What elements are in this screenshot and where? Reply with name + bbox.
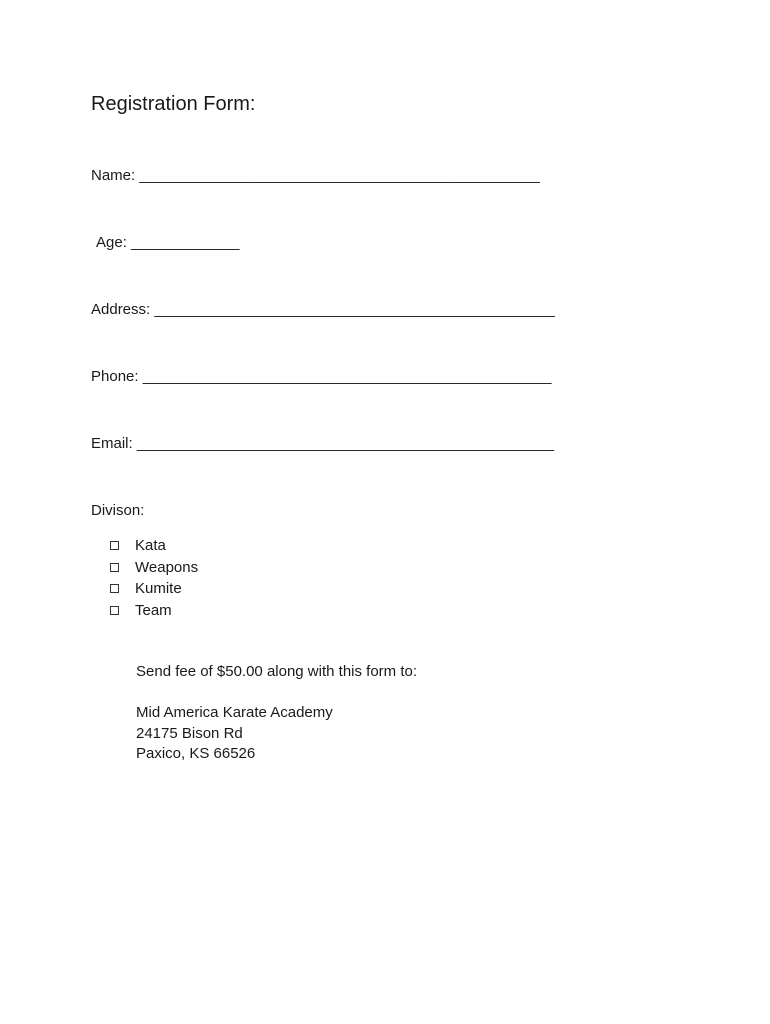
form-title: Registration Form: — [91, 93, 256, 115]
phone-input-line[interactable]: _________________________________________________ — [142, 368, 552, 385]
age-label: Age: — [96, 234, 127, 251]
division-option-kata[interactable] — [110, 535, 198, 557]
city-state-zip: Paxico, KS 66526 — [136, 745, 256, 762]
team-checkbox[interactable] — [110, 606, 119, 615]
fee-instruction: Send fee of $50.00 along with this form to: — [136, 663, 418, 680]
street-address: 24175 Bison Rd — [136, 724, 243, 742]
kata-label: Kata — [135, 537, 166, 555]
email-label: Email: — [91, 435, 133, 452]
kata-checkbox[interactable] — [110, 541, 119, 550]
age-field[interactable] — [96, 234, 239, 251]
kumite-label: Kumite — [135, 580, 182, 598]
phone-label: Phone: — [91, 368, 139, 385]
academy-name: Mid America Karate Academy — [136, 704, 333, 721]
address-input-line[interactable]: ________________________________________________ — [154, 301, 555, 318]
email-field[interactable] — [91, 435, 554, 452]
address-field[interactable] — [91, 301, 555, 318]
division-option-team[interactable] — [110, 600, 198, 622]
phone-field[interactable] — [91, 368, 552, 385]
email-input-line[interactable]: __________________________________________________ — [136, 435, 554, 452]
weapons-label: Weapons — [135, 558, 199, 576]
kumite-checkbox[interactable] — [110, 584, 119, 593]
mailing-address — [136, 703, 333, 765]
name-input-line[interactable]: ________________________________________________ — [139, 167, 540, 184]
division-options — [110, 535, 198, 621]
address-label: Address: — [91, 301, 151, 318]
name-label: Name: — [91, 167, 136, 184]
team-label: Team — [135, 601, 172, 619]
division-label: Divison: — [91, 502, 145, 519]
age-input-line[interactable]: _____________ — [131, 234, 240, 251]
name-field[interactable] — [91, 167, 540, 184]
weapons-checkbox[interactable] — [110, 563, 119, 572]
division-option-weapons[interactable] — [110, 557, 198, 579]
division-option-kumite[interactable] — [110, 578, 198, 600]
